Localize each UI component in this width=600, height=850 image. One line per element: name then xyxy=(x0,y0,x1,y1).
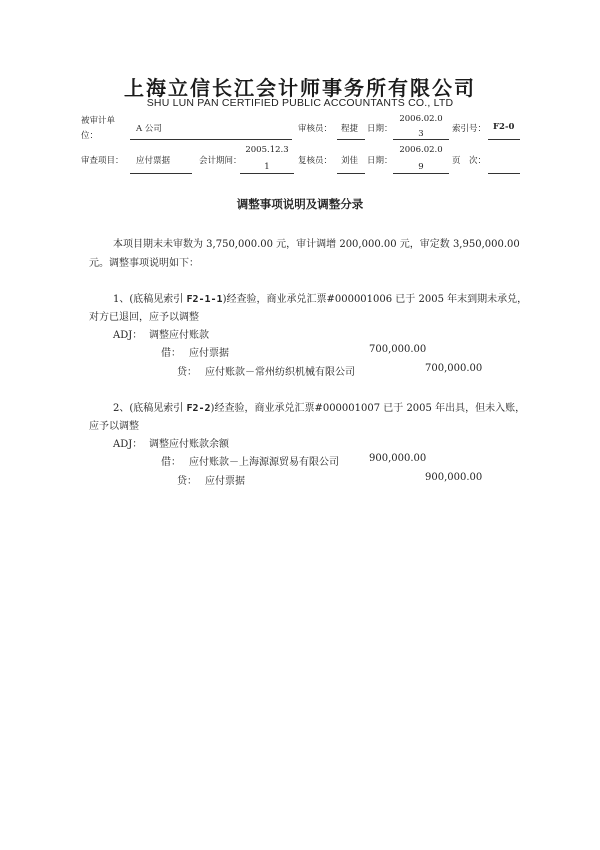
index-label: 索引号： xyxy=(452,124,487,134)
entry-1-debit-amount: 700,000.00 xyxy=(369,344,427,355)
date-value-1-line1: 2006.02.0 xyxy=(399,114,443,124)
entry-1-adj-label: ADJ： xyxy=(113,330,143,341)
entry-1-debit-label: 借： xyxy=(161,348,181,359)
reviewer-label: 复核员： xyxy=(298,156,333,166)
section-heading: 调整事项说明及调整分录 xyxy=(236,197,364,211)
entry-1-prefix: 1、(底稿见索引 xyxy=(113,294,187,305)
item-label: 审查项目： xyxy=(81,156,124,166)
period-value-line2: 1 xyxy=(264,162,270,172)
intro-line-2: 元。调整事项说明如下： xyxy=(89,258,199,269)
entry-2-debit-amount: 900,000.00 xyxy=(369,453,427,464)
entry-2-credit-label: 贷： xyxy=(177,476,197,487)
reviewer-underline xyxy=(337,173,365,174)
date-label-2: 日期： xyxy=(367,156,393,166)
entry-2-prefix: 2、(底稿见索引 xyxy=(113,403,187,414)
entry-1-credit-account: 应付账款－常州纺织机械有限公司 xyxy=(205,367,355,378)
entry-2-adj-desc: 调整应付账款余额 xyxy=(149,439,229,450)
date-underline-1 xyxy=(393,139,449,140)
auditor-value: 程捷 xyxy=(341,124,359,134)
date-underline-2 xyxy=(393,173,449,174)
entry-2-debit-label: 借： xyxy=(161,457,181,468)
entry-2-suffix: )经查验，商业承兑汇票#000001007 已于 2005 年出具，但未入账， xyxy=(210,403,526,414)
entry-1-line-2: 对方已退回，应予以调整 xyxy=(89,312,199,323)
date-value-2-line1: 2006.02.0 xyxy=(399,145,443,155)
auditor-label: 审核员： xyxy=(298,124,333,134)
intro-line-1: 本项目期末未审数为 3,750,000.00 元，审计调增 200,000.00 元，审定数 3,950,000.00 xyxy=(113,239,520,250)
entry-2-line-2: 应予以调整 xyxy=(89,421,139,432)
firm-name-en: SHU LUN PAN CERTIFIED PUBLIC ACCOUNTANTS CO., LTD xyxy=(146,97,454,109)
page-label: 页 次： xyxy=(452,156,487,166)
period-underline xyxy=(240,173,294,174)
entry-1-debit-account: 应付票据 xyxy=(189,348,229,359)
entry-2-line-1 xyxy=(113,399,525,414)
client-value: A 公司 xyxy=(136,124,162,134)
entry-1-credit-label: 贷： xyxy=(177,367,197,378)
entry-1-line-1 xyxy=(113,290,527,305)
item-underline xyxy=(130,173,192,174)
index-underline xyxy=(488,139,520,140)
entry-2-adj-label: ADJ： xyxy=(113,439,143,450)
page-underline xyxy=(488,173,520,174)
date-label-1: 日期： xyxy=(367,124,393,134)
auditor-underline xyxy=(337,139,365,140)
index-value: F2-0 xyxy=(493,122,515,132)
entry-2-ref: F2-2 xyxy=(186,403,211,414)
entry-2-credit-account: 应付票据 xyxy=(205,476,245,487)
client-label-line1: 被审计单 xyxy=(81,116,116,126)
date-value-2-line2: 9 xyxy=(418,162,424,172)
period-value-line1: 2005.12.3 xyxy=(245,145,289,155)
client-underline xyxy=(130,139,292,140)
client-label-line2: 位： xyxy=(81,131,99,141)
firm-name-cn: 上海立信长江会计师事务所有限公司 xyxy=(124,76,476,100)
period-label: 会计期间： xyxy=(199,156,242,166)
item-value: 应付票据 xyxy=(136,156,171,166)
entry-2-credit-amount: 900,000.00 xyxy=(425,472,483,483)
entry-1-adj-desc: 调整应付账款 xyxy=(149,330,209,341)
entry-1-credit-amount: 700,000.00 xyxy=(425,363,483,374)
entry-1-ref: F2-1-1 xyxy=(186,294,223,305)
entry-2-debit-account: 应付账款－上海源源贸易有限公司 xyxy=(189,457,339,468)
reviewer-value: 刘佳 xyxy=(341,156,359,166)
entry-1-suffix: )经查验，商业承兑汇票#000001006 已于 2005 年末到期未承兑， xyxy=(222,294,528,305)
date-value-1-line2: 3 xyxy=(418,129,424,139)
